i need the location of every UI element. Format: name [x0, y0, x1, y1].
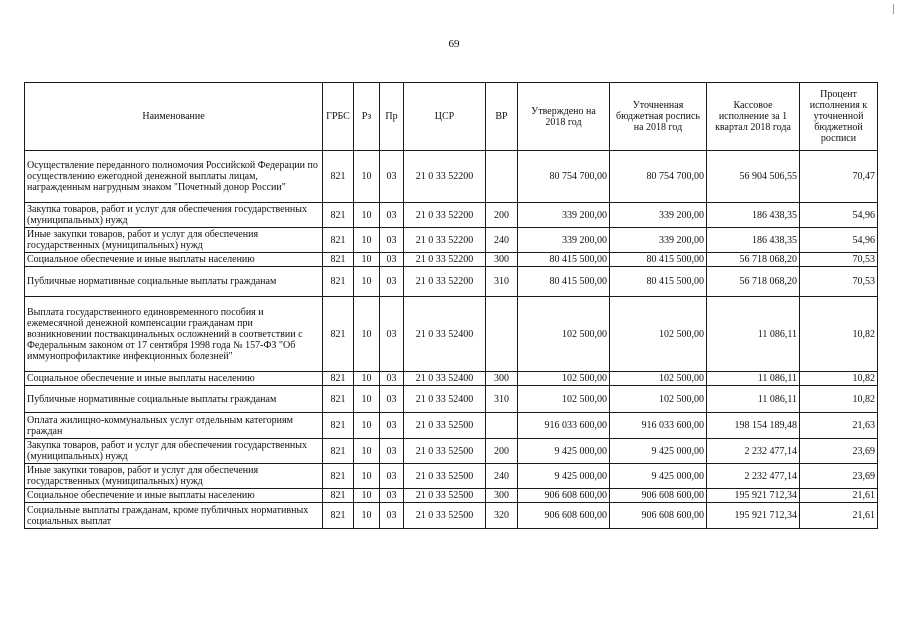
cell-percent: 21,61	[800, 503, 878, 529]
header-percent: Процент исполнения к уточненной бюджетной росписи	[800, 83, 878, 151]
cell-csr: 21 0 33 52500	[404, 439, 486, 464]
cell-grbs: 821	[323, 489, 354, 503]
cell-approved: 102 500,00	[518, 297, 610, 372]
cell-csr: 21 0 33 52400	[404, 372, 486, 386]
cell-grbs: 821	[323, 439, 354, 464]
cell-cash-execution: 186 438,35	[707, 228, 800, 253]
cell-percent: 70,47	[800, 151, 878, 203]
cell-name: Публичные нормативные социальные выплаты гражданам	[25, 267, 323, 297]
cell-csr: 21 0 33 52400	[404, 386, 486, 413]
cell-approved: 9 425 000,00	[518, 464, 610, 489]
cell-approved: 80 415 500,00	[518, 253, 610, 267]
cell-approved: 916 033 600,00	[518, 413, 610, 439]
cell-csr: 21 0 33 52500	[404, 489, 486, 503]
header-cash-execution: Кассовое исполнение за 1 квартал 2018 года	[707, 83, 800, 151]
cell-pr: 03	[380, 489, 404, 503]
cell-percent: 10,82	[800, 386, 878, 413]
header-grbs: ГРБС	[323, 83, 354, 151]
cell-name: Закупка товаров, работ и услуг для обеспечения государственных (муниципальных) нужд	[25, 439, 323, 464]
cell-grbs: 821	[323, 267, 354, 297]
cell-grbs: 821	[323, 151, 354, 203]
cell-approved: 80 415 500,00	[518, 267, 610, 297]
cell-grbs: 821	[323, 203, 354, 228]
header-refined-budget: Уточненная бюджетная роспись на 2018 год	[610, 83, 707, 151]
cell-csr: 21 0 33 52200	[404, 203, 486, 228]
cell-refined-budget: 102 500,00	[610, 372, 707, 386]
cell-percent: 54,96	[800, 203, 878, 228]
cell-vr: 240	[486, 228, 518, 253]
cell-cash-execution: 11 086,11	[707, 386, 800, 413]
cell-rz: 10	[354, 439, 380, 464]
cell-pr: 03	[380, 267, 404, 297]
cell-name: Оплата жилищно-коммунальных услуг отдельным категориям граждан	[25, 413, 323, 439]
cell-csr: 21 0 33 52400	[404, 297, 486, 372]
cell-csr: 21 0 33 52200	[404, 151, 486, 203]
cell-name: Осуществление переданного полномочия Российской Федерации по осуществлению ежегодной денежной выплаты лицам, награжденным нагрудным знаком "Почетный донор России"	[25, 151, 323, 203]
cell-pr: 03	[380, 297, 404, 372]
cell-pr: 03	[380, 439, 404, 464]
cell-rz: 10	[354, 267, 380, 297]
cell-refined-budget: 339 200,00	[610, 203, 707, 228]
cell-refined-budget: 9 425 000,00	[610, 439, 707, 464]
cell-grbs: 821	[323, 503, 354, 529]
table-row	[25, 464, 878, 489]
cell-cash-execution: 195 921 712,34	[707, 489, 800, 503]
cell-rz: 10	[354, 228, 380, 253]
cell-name: Иные закупки товаров, работ и услуг для обеспечения государственных (муниципальных) нужд	[25, 464, 323, 489]
page-number: 69	[448, 38, 460, 50]
cell-grbs: 821	[323, 297, 354, 372]
cell-vr: 310	[486, 267, 518, 297]
cell-percent: 70,53	[800, 253, 878, 267]
cell-percent: 21,63	[800, 413, 878, 439]
page-edge-mark	[893, 4, 894, 14]
cell-cash-execution: 2 232 477,14	[707, 439, 800, 464]
cell-vr: 200	[486, 203, 518, 228]
cell-percent: 54,96	[800, 228, 878, 253]
cell-name: Социальные выплаты гражданам, кроме публичных нормативных социальных выплат	[25, 503, 323, 529]
cell-cash-execution: 195 921 712,34	[707, 503, 800, 529]
cell-refined-budget: 339 200,00	[610, 228, 707, 253]
cell-grbs: 821	[323, 386, 354, 413]
cell-refined-budget: 80 754 700,00	[610, 151, 707, 203]
cell-rz: 10	[354, 464, 380, 489]
table-row	[25, 267, 878, 297]
cell-approved: 9 425 000,00	[518, 439, 610, 464]
cell-percent: 10,82	[800, 297, 878, 372]
table-row	[25, 372, 878, 386]
cell-refined-budget: 102 500,00	[610, 386, 707, 413]
cell-cash-execution: 11 086,11	[707, 297, 800, 372]
cell-name: Закупка товаров, работ и услуг для обеспечения государственных (муниципальных) нужд	[25, 203, 323, 228]
cell-grbs: 821	[323, 372, 354, 386]
cell-cash-execution: 56 718 068,20	[707, 267, 800, 297]
cell-pr: 03	[380, 151, 404, 203]
table-row	[25, 489, 878, 503]
table-row	[25, 413, 878, 439]
table-row	[25, 253, 878, 267]
cell-percent: 10,82	[800, 372, 878, 386]
cell-name: Иные закупки товаров, работ и услуг для обеспечения государственных (муниципальных) нужд	[25, 228, 323, 253]
cell-grbs: 821	[323, 253, 354, 267]
cell-pr: 03	[380, 253, 404, 267]
cell-pr: 03	[380, 413, 404, 439]
cell-vr	[486, 151, 518, 203]
table-row	[25, 503, 878, 529]
cell-csr: 21 0 33 52500	[404, 413, 486, 439]
cell-cash-execution: 186 438,35	[707, 203, 800, 228]
cell-approved: 102 500,00	[518, 386, 610, 413]
cell-name: Социальное обеспечение и иные выплаты населению	[25, 372, 323, 386]
header-rz: Рз	[354, 83, 380, 151]
cell-vr: 300	[486, 253, 518, 267]
cell-approved: 906 608 600,00	[518, 503, 610, 529]
cell-percent: 23,69	[800, 439, 878, 464]
cell-refined-budget: 916 033 600,00	[610, 413, 707, 439]
cell-name: Выплата государственного единовременного пособия и ежемесячной денежной компенсации гражданам при возникновении поствакцинальных осложнений в соответствии с Федеральным законом от 17 сентября 1998 года № 157-ФЗ "Об иммунопрофилактике инфекционных болезней"	[25, 297, 323, 372]
cell-cash-execution: 11 086,11	[707, 372, 800, 386]
cell-approved: 339 200,00	[518, 228, 610, 253]
table-row	[25, 228, 878, 253]
cell-vr: 200	[486, 439, 518, 464]
cell-vr: 300	[486, 372, 518, 386]
cell-csr: 21 0 33 52500	[404, 464, 486, 489]
table-row	[25, 386, 878, 413]
cell-pr: 03	[380, 386, 404, 413]
header-approved: Утверждено на 2018 год	[518, 83, 610, 151]
cell-vr: 320	[486, 503, 518, 529]
cell-refined-budget: 102 500,00	[610, 297, 707, 372]
header-csr: ЦСР	[404, 83, 486, 151]
cell-rz: 10	[354, 489, 380, 503]
cell-approved: 906 608 600,00	[518, 489, 610, 503]
cell-pr: 03	[380, 203, 404, 228]
cell-rz: 10	[354, 413, 380, 439]
cell-approved: 102 500,00	[518, 372, 610, 386]
cell-approved: 339 200,00	[518, 203, 610, 228]
cell-rz: 10	[354, 297, 380, 372]
cell-refined-budget: 9 425 000,00	[610, 464, 707, 489]
cell-rz: 10	[354, 372, 380, 386]
cell-rz: 10	[354, 386, 380, 413]
cell-csr: 21 0 33 52200	[404, 267, 486, 297]
cell-pr: 03	[380, 464, 404, 489]
cell-vr: 300	[486, 489, 518, 503]
cell-vr: 240	[486, 464, 518, 489]
cell-refined-budget: 906 608 600,00	[610, 503, 707, 529]
cell-grbs: 821	[323, 228, 354, 253]
cell-vr: 310	[486, 386, 518, 413]
table-row	[25, 297, 878, 372]
cell-vr	[486, 297, 518, 372]
cell-refined-budget: 80 415 500,00	[610, 253, 707, 267]
cell-rz: 10	[354, 253, 380, 267]
budget-execution-table	[24, 82, 878, 529]
cell-csr: 21 0 33 52200	[404, 253, 486, 267]
cell-cash-execution: 56 904 506,55	[707, 151, 800, 203]
cell-rz: 10	[354, 203, 380, 228]
header-vr: ВР	[486, 83, 518, 151]
cell-pr: 03	[380, 503, 404, 529]
cell-csr: 21 0 33 52500	[404, 503, 486, 529]
header-name: Наименование	[25, 83, 323, 151]
cell-approved: 80 754 700,00	[518, 151, 610, 203]
cell-name: Социальное обеспечение и иные выплаты населению	[25, 489, 323, 503]
cell-refined-budget: 906 608 600,00	[610, 489, 707, 503]
cell-percent: 70,53	[800, 267, 878, 297]
table-row	[25, 439, 878, 464]
table-row	[25, 151, 878, 203]
cell-csr: 21 0 33 52200	[404, 228, 486, 253]
cell-percent: 21,61	[800, 489, 878, 503]
cell-grbs: 821	[323, 464, 354, 489]
cell-pr: 03	[380, 228, 404, 253]
header-pr: Пр	[380, 83, 404, 151]
cell-rz: 10	[354, 503, 380, 529]
cell-grbs: 821	[323, 413, 354, 439]
cell-cash-execution: 2 232 477,14	[707, 464, 800, 489]
header-row	[25, 83, 878, 151]
table-row	[25, 203, 878, 228]
cell-cash-execution: 198 154 189,48	[707, 413, 800, 439]
cell-cash-execution: 56 718 068,20	[707, 253, 800, 267]
cell-name: Социальное обеспечение и иные выплаты населению	[25, 253, 323, 267]
cell-refined-budget: 80 415 500,00	[610, 267, 707, 297]
cell-percent: 23,69	[800, 464, 878, 489]
cell-rz: 10	[354, 151, 380, 203]
cell-name: Публичные нормативные социальные выплаты гражданам	[25, 386, 323, 413]
cell-pr: 03	[380, 372, 404, 386]
cell-vr	[486, 413, 518, 439]
